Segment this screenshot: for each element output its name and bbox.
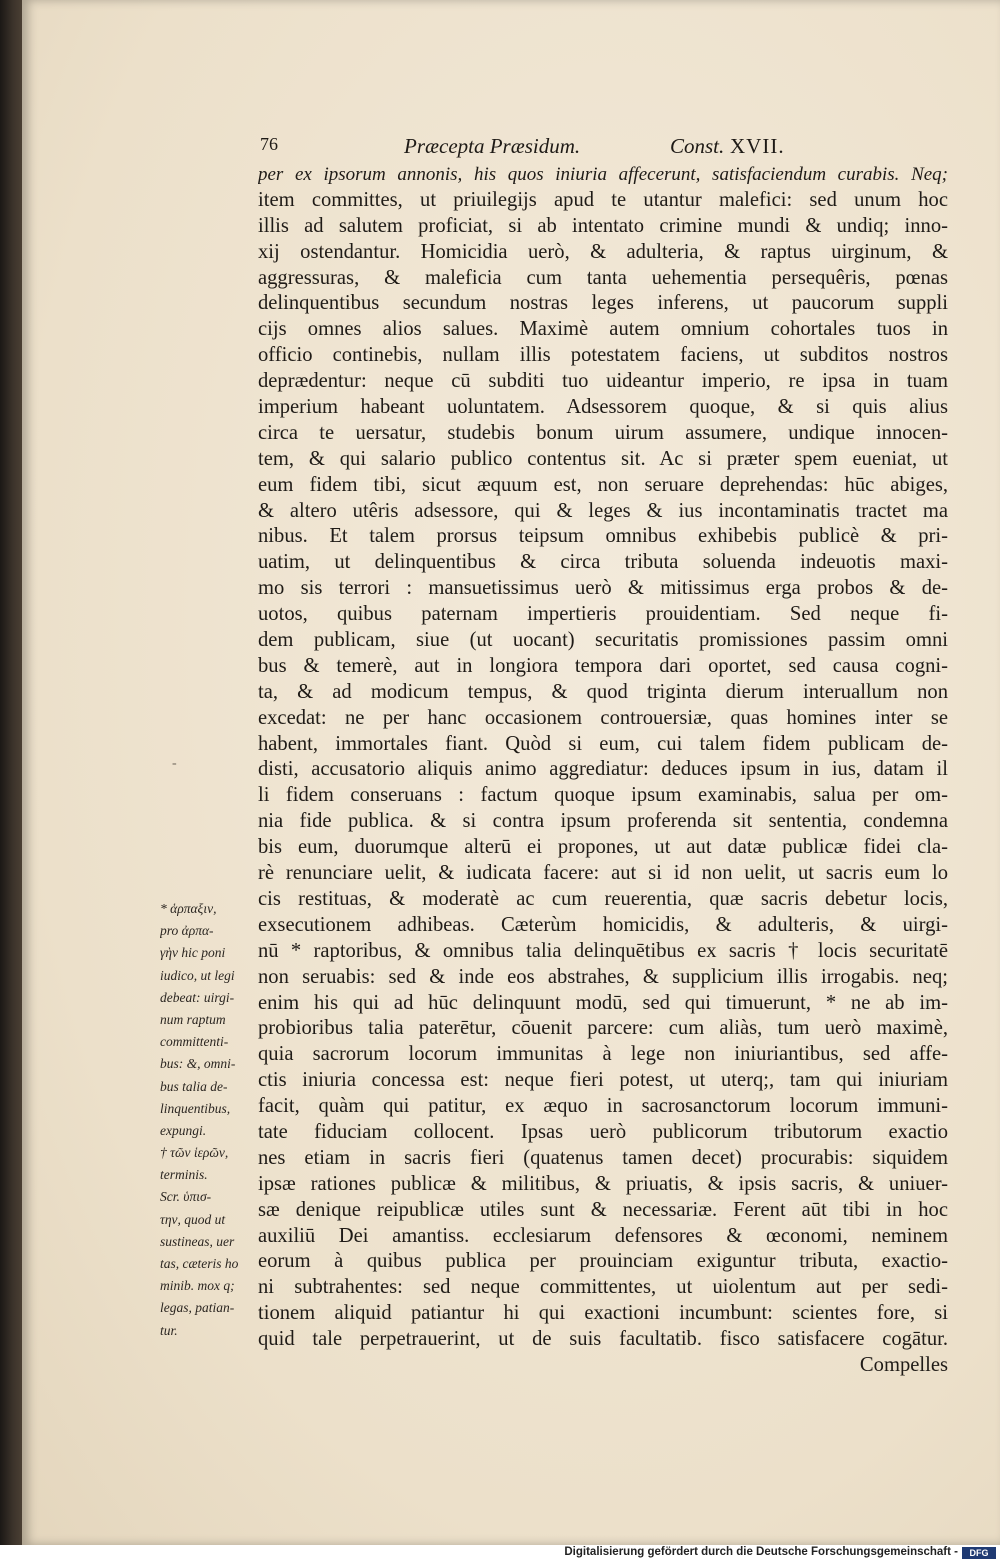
margin-note-line: terminis.	[160, 1167, 208, 1183]
text-line: enim his qui ad hūc delinquunt modū, sed qui timuerunt, * ne ab im-	[258, 991, 948, 1014]
margin-note-line: την, quod ut	[160, 1211, 226, 1227]
text-line: mo sis terrori : mansuetissimus uerò & mitissimus erga probos & de-	[258, 577, 948, 600]
text-line: nibus. Et talem prorsus teipsum omnibus exhibebis publicè & pri-	[258, 525, 948, 548]
running-header	[260, 134, 950, 160]
text-line: tem, & qui salario publico contentus sit. Ac si præter spem eueniat, ut	[258, 447, 948, 470]
margin-note-line: minib. mox q;	[160, 1278, 235, 1294]
margin-note-line: † τῶν ἱερῶν,	[160, 1145, 229, 1161]
book-binding	[0, 0, 22, 1562]
margin-mark: -	[172, 756, 177, 771]
margin-note-line: expungi.	[160, 1122, 207, 1138]
text-line: quia sacrorum locorum immunitas à lege non iniuriantibus, sed affe-	[258, 1043, 948, 1066]
text-line: item committes, ut priuilegijs apud te utantur malefici: sed unum hoc	[258, 188, 948, 211]
footer-bar	[0, 1545, 1000, 1562]
text-line: xij ostendantur. Homicidia uerò, & adulteria, & raptus uirginum, &	[258, 240, 948, 263]
footer-credit: Digitalisierung gefördert durch die Deutsche Forschungsgemeinschaft -	[564, 1546, 958, 1558]
text-line: delinquentibus secundum nostras leges inferens, ut paucorum suppli	[258, 292, 948, 315]
dfg-logo: DFG	[962, 1547, 996, 1559]
constitution-number: XVII.	[730, 134, 785, 158]
margin-note-line: num raptum	[160, 1011, 226, 1027]
text-line: quid tale perpetrauerint, ut de suis facultatib. fisco satisfacere cogātur.	[258, 1328, 948, 1351]
margin-note-line: debeat: uirgi-	[160, 989, 235, 1005]
text-line: nes etiam in sacris fieri (quatenus tamen decet) procurabis: siquidem	[258, 1146, 948, 1169]
text-line: habent, immortales fiant. Quòd si eum, cui talem fidem publicam de-	[258, 732, 948, 755]
text-line: rè renunciare uelit, & iudicata facere: aut si id non uelit, ut sacris eum lo	[258, 862, 948, 885]
text-line: circa te uersatur, studebis bonum uirum assumere, undique innocen-	[258, 421, 948, 444]
text-line: & altero utêris adsessore, qui & leges & ius incontaminatis tractet ma	[258, 499, 948, 522]
text-line: ta, & ad modicum tempus, & quod triginta dierum interuallum non	[258, 680, 948, 703]
margin-note-line: tas, cæteris ho	[160, 1256, 239, 1271]
margin-notes	[160, 898, 260, 1342]
margin-note-line: γὴν hic poni	[160, 945, 226, 961]
text-line: eorum à quibus publica per prouinciam exiguntur tributa, exactio-	[258, 1250, 948, 1273]
text-line: facit, quàm qui patitur, ex æquo in sacrosanctorum locorum immuni-	[258, 1095, 948, 1118]
text-line: ni subtrahentes: sed neque committentes, ut uiolentum aut per sedi-	[258, 1276, 948, 1299]
text-line: bis eum, duorumque alterū ei propones, ut aut datæ publicæ fidei cla-	[258, 836, 948, 859]
text-line: exsecutionem adhibeas. Cæterùm homicidis, & adulteris, & uirgi-	[258, 913, 948, 936]
text-line: nū * raptoribus, & omnibus talia delinquētibus ex sacris † locis securitatē	[258, 939, 948, 962]
text-line: deprædentur: neque cū subditi tuo uideantur imperio, re ipsa in tuam	[258, 370, 948, 393]
page-number: 76	[260, 134, 278, 154]
margin-note-line: committenti-	[160, 1034, 229, 1050]
text-line: dem publicam, siue (ut uocant) securitatis promissiones passim omni	[258, 629, 948, 652]
text-line: bus & temerè, aut in longiora tempora dari oportet, sed causa cogni-	[258, 654, 948, 677]
text-line: cijs omnes alios salues. Maximè autem omnium cohortales tuos in	[258, 318, 948, 341]
text-line: li fidem conseruans : factum quoque ipsum examinabis, salua per om-	[258, 784, 948, 807]
text-line: tate fiduciam collocent. Ipsas uerò publicorum tributorum exactio	[258, 1120, 948, 1143]
margin-note-line: bus talia de-	[160, 1078, 228, 1094]
text-line: non seruabis: sed & inde eos abstrahes, & supplicium illis irrogabis. neq;	[258, 965, 948, 988]
margin-note-line: tur.	[160, 1322, 178, 1338]
text-line: ipsæ rationes publicæ & militibus, & priuatis, & ipsis sacris, & uniuer-	[258, 1172, 948, 1195]
constitution-label: Const.	[670, 134, 725, 158]
text-line: per ex ipsorum annonis, his quos iniuria affecerunt, satisfaciendum curabis. Neq;	[258, 164, 948, 185]
text-line: sæ denique reipublicæ utiles sunt & necessariæ. Ferent aūt tibi in hoc	[258, 1198, 948, 1221]
text-line: uotos, quibus paternam impertieris prouidentiam. Sed neque fi-	[258, 603, 948, 626]
text-line: Compelles	[859, 1353, 948, 1376]
text-line: ctis iniuria concessa est: neque fieri potest, ut uterq;, tam qui iniuriam	[258, 1069, 948, 1092]
text-line: tionem aliquid patiantur hi qui exactioni incumbunt: scientes fore, si	[258, 1302, 948, 1325]
text-line: imperium habeant uoluntatem. Adsessorem quoque, & si quis alius	[258, 396, 948, 419]
margin-note-line: bus: &, omni-	[160, 1056, 236, 1072]
text-line: illis ad salutem proficiat, si ab intentato crimine mundi & undiq; inno-	[258, 214, 948, 237]
text-line: nia fide publica. & si contra ipsum proferenda sit sententia, condemna	[258, 810, 948, 833]
text-line: uatim, ut delinquentibus & circa tributa soluenda indeuotis maxi-	[258, 551, 948, 574]
body-text	[258, 162, 948, 1379]
text-line: cis restituas, & moderatè ac cum reuerentia, quæ sacris debetur locis,	[258, 887, 948, 910]
running-title: Præcepta Præsidum.	[404, 134, 581, 158]
text-line: disti, accusatorio aliquis animo aggrediatur: deduces ipsum in ius, datam il	[258, 758, 948, 781]
margin-note-line: sustineas, uer	[160, 1233, 235, 1249]
margin-note-line: * ἁρπαξιν,	[160, 901, 217, 916]
margin-note-line: linquentibus,	[160, 1100, 231, 1116]
text-line: probioribus talia paterētur, cōuenit parcere: cum aliàs, tum uerò maximè,	[258, 1017, 948, 1040]
text-line: officio continebis, nullam illis potestatem faciens, ut subditos nostros	[258, 344, 948, 367]
text-line: auxiliū Dei amantiss. ecclesiarum defensores & œconomi, neminem	[258, 1224, 948, 1247]
text-line: excedat: ne per hanc occasionem controuersiæ, quas homines inter se	[258, 706, 948, 729]
margin-note-line: iudico, ut legi	[160, 967, 235, 983]
margin-note-line: Scr. ὑπισ-	[160, 1189, 212, 1205]
text-line: eum fidem tibi, sicut æquum est, non seruare deprehendas: hūc abiges,	[258, 473, 948, 496]
text-line: aggressuras, & maleficia cum tanta uehementia persequêris, pœnas	[258, 266, 948, 289]
margin-note-line: legas, patian-	[160, 1300, 235, 1316]
margin-note-line: pro ἀρπα-	[160, 923, 214, 939]
